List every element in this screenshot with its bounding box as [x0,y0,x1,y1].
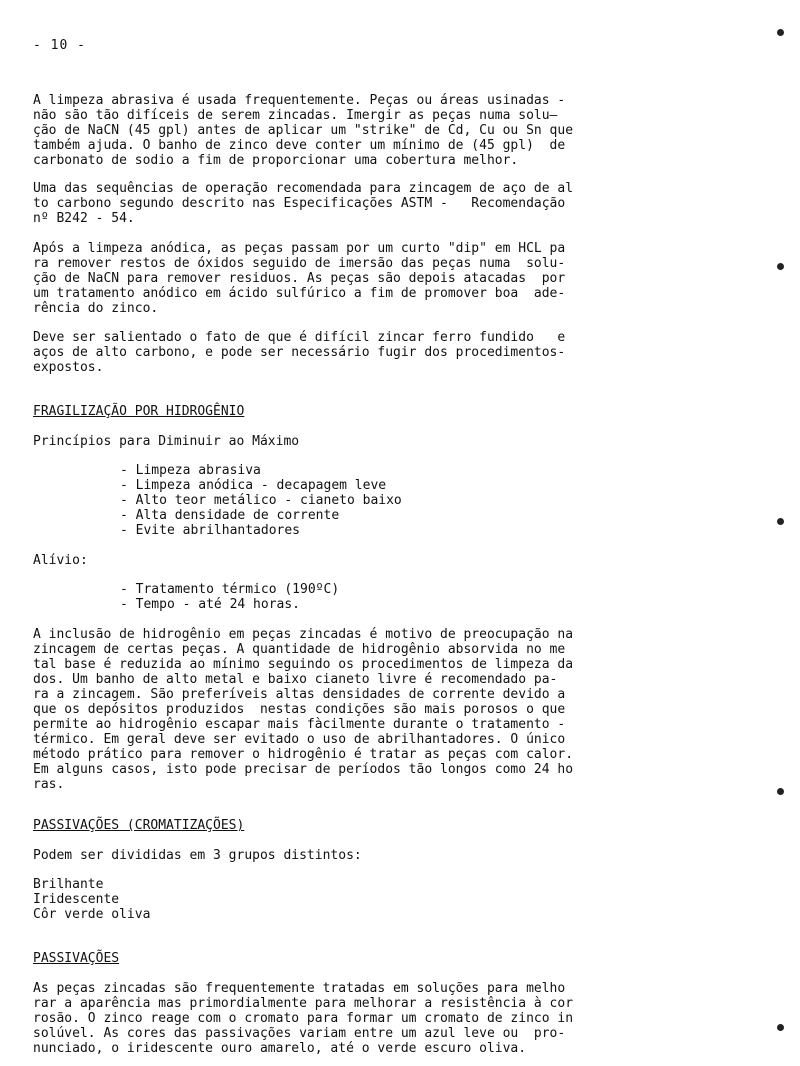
text-line: ção de NaCN para remover residuos. As peças são depois atacadas por [33,271,566,286]
text-line: Em alguns casos, isto pode precisar de períodos tão longos como 24 ho [33,762,574,777]
list-item: Iridescente [33,892,120,907]
text-line: não são tão difíceis de serem zincadas. Imergir as peças numa solu— [33,108,558,123]
section-heading-passivations: PASSIVAÇÕES [33,951,120,966]
scan-hole-mark [777,788,784,795]
list-item: - Alta densidade de corrente [120,508,340,523]
text-line: As peças zincadas são frequentemente tratadas em soluções para melho [33,981,566,996]
text-line: nunciado, o iridescente ouro amarelo, até o verde escuro oliva. [33,1041,527,1056]
text-line: permite ao hidrogênio escapar mais fàcilmente durante o tratamento - [33,717,566,732]
text-line: térmico. Em geral deve ser evitado o uso de abrilhantadores. O único [33,732,566,747]
list-item: - Limpeza anódica - decapagem leve [120,478,387,493]
text-line: Após a limpeza anódica, as peças passam por um curto "dip" em HCL pa [33,241,566,256]
list-item: Brilhante [33,877,104,892]
text-line: expostos. [33,360,104,375]
paragraph-sequence [33,181,701,226]
section-heading-passivations-chromating: PASSIVAÇÕES (CROMATIZAÇÕES) [33,818,245,833]
relief-label: Alívio: [33,553,88,568]
list-item: Côr verde oliva [33,907,151,922]
scan-hole-mark [777,518,784,525]
paragraph-passivations [33,981,701,1056]
text-line: que os depósitos produzidos nestas condições são mais porosos o que [33,702,566,717]
principles-list [120,463,402,538]
list-item: - Tratamento térmico (190ºC) [120,582,340,597]
text-line: ras. [33,777,65,792]
text-line: zincagem de certas peças. A quantidade de hidrogênio absorvida no me [33,642,566,657]
text-line: nº B242 - 54. [33,211,135,226]
scan-hole-mark [777,263,784,270]
text-line: rar a aparência mas primordialmente para melhorar a resistência à cor [33,996,574,1011]
text-line: rência do zinco. [33,301,159,316]
text-line: A inclusão de hidrogênio em peças zincadas é motivo de preocupação na [33,627,574,642]
text-line: Deve ser salientado o fato de que é difícil zincar ferro fundido e [33,330,566,345]
list-item: - Limpeza abrasiva [120,463,261,478]
text-line: tal base é reduzida ao mínimo seguindo os procedimentos de limpeza da [33,657,574,672]
text-line: A limpeza abrasiva é usada frequentemente. Peças ou áreas usinadas - [33,93,566,108]
text-line: aços de alto carbono, e pode ser necessário fugir dos procedimentos- [33,345,566,360]
paragraph-groups-intro: Podem ser divididas em 3 grupos distintos: [33,848,362,863]
text-line: to carbono segundo descrito nas Especificações ASTM - Recomendação [33,196,566,211]
section-heading-hydrogen-embrittlement: FRAGILIZAÇÃO POR HIDROGÊNIO [33,404,245,419]
list-item: - Alto teor metálico - cianeto baixo [120,493,402,508]
groups-list [33,877,701,922]
text-line: ra a zincagem. São preferíveis altas densidades de corrente devido a [33,687,566,702]
list-item: - Tempo - até 24 horas. [120,597,301,612]
text-line: um tratamento anódico em ácido sulfúrico a fim de promover boa ade- [33,286,566,301]
list-item: - Evite abrilhantadores [120,523,301,538]
paragraph-hydrogen-inclusion [33,627,701,792]
text-line: método prático para remover o hidrogênio é tratar as peças com calor. [33,747,574,762]
text-line: ra remover restos de óxidos seguido de imersão das peças numa solu- [33,256,566,271]
text-line: dos. Um banho de alto metal e baixo cianeto livre é recomendado pa- [33,672,558,687]
page-number: - 10 - [33,38,86,53]
relief-list [120,582,339,612]
text-line: Uma das sequências de operação recomendada para zincagem de aço de al [33,181,574,196]
paragraph-abrasive-cleaning [33,93,701,168]
paragraph-anodic-cleaning [33,241,701,316]
text-line: rosão. O zinco reage com o cromato para formar um cromato de zinco in [33,1011,574,1026]
scan-hole-mark [777,1024,784,1031]
text-line: carbonato de sodio a fim de proporcionar uma cobertura melhor. [33,153,519,168]
text-line: solúvel. As cores das passivações variam entre um azul leve ou pro- [33,1026,566,1041]
scan-hole-mark [777,29,784,36]
text-line: ção de NaCN (45 gpl) antes de aplicar um "strike" de Cd, Cu ou Sn que [33,123,574,138]
text-line: também ajuda. O banho de zinco deve conter um mínimo de (45 gpl) de [33,138,566,153]
principles-label: Princípios para Diminuir ao Máximo [33,434,300,449]
paragraph-cast-iron [33,330,701,375]
